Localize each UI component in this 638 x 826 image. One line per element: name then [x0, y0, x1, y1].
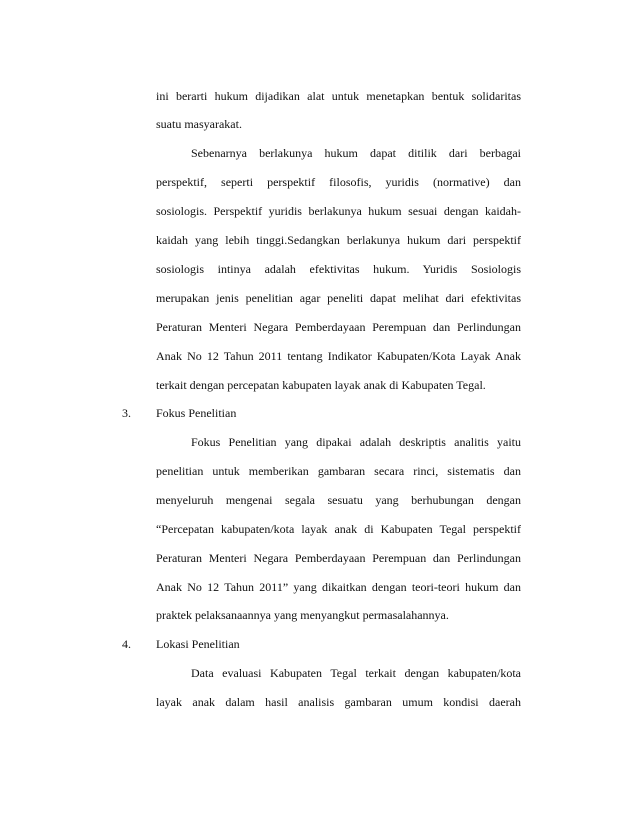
section-heading: Lokasi Penelitian [156, 637, 240, 651]
paragraph-line: sosiologis intinya adalah efektivitas hukum. Yuridis Sosiologis [156, 262, 521, 276]
paragraph-line: Peraturan Menteri Negara Pemberdayaan Perempuan dan Perlindungan [156, 320, 521, 334]
paragraph-line: Data evaluasi Kabupaten Tegal terkait dengan kabupaten/kota [191, 666, 521, 680]
paragraph-line: suatu masyarakat. [156, 117, 242, 131]
paragraph-line: kaidah yang lebih tinggi.Sedangkan berlakunya hukum dari perspektif [156, 233, 521, 247]
paragraph-line: menyeluruh mengenai segala sesuatu yang berhubungan dengan [156, 493, 521, 507]
paragraph-line: praktek pelaksanaannya yang menyangkut permasalahannya. [156, 608, 449, 622]
paragraph-line: Anak No 12 Tahun 2011 tentang Indikator Kabupaten/Kota Layak Anak [156, 349, 521, 363]
paragraph-line: terkait dengan percepatan kabupaten layak anak di Kabupaten Tegal. [156, 378, 486, 392]
paragraph-line: sosiologis. Perspektif yuridis berlakunya hukum sesuai dengan kaidah- [156, 204, 521, 218]
section-number: 4. [122, 637, 131, 651]
paragraph-line: ini berarti hukum dijadikan alat untuk menetapkan bentuk solidaritas [156, 89, 521, 103]
paragraph-line: Sebenarnya berlakunya hukum dapat ditilik dari berbagai [191, 146, 521, 160]
paragraph-line: perspektif, seperti perspektif filosofis, yuridis (normative) dan [156, 175, 521, 189]
section-heading: Fokus Penelitian [156, 406, 237, 420]
paragraph-line: layak anak dalam hasil analisis gambaran umum kondisi daerah [156, 695, 521, 709]
paragraph-line: Fokus Penelitian yang dipakai adalah deskriptis analitis yaitu [191, 435, 521, 449]
paragraph-line: “Percepatan kabupaten/kota layak anak di Kabupaten Tegal perspektif [156, 522, 521, 536]
paragraph-line: merupakan jenis penelitian agar peneliti dapat melihat dari efektivitas [156, 291, 521, 305]
paragraph-line: penelitian untuk memberikan gambaran secara rinci, sistematis dan [156, 464, 521, 478]
section-number: 3. [122, 406, 131, 420]
paragraph-line: Anak No 12 Tahun 2011” yang dikaitkan dengan teori-teori hukum dan [156, 580, 521, 594]
paragraph-line: Peraturan Menteri Negara Pemberdayaan Perempuan dan Perlindungan [156, 551, 521, 565]
